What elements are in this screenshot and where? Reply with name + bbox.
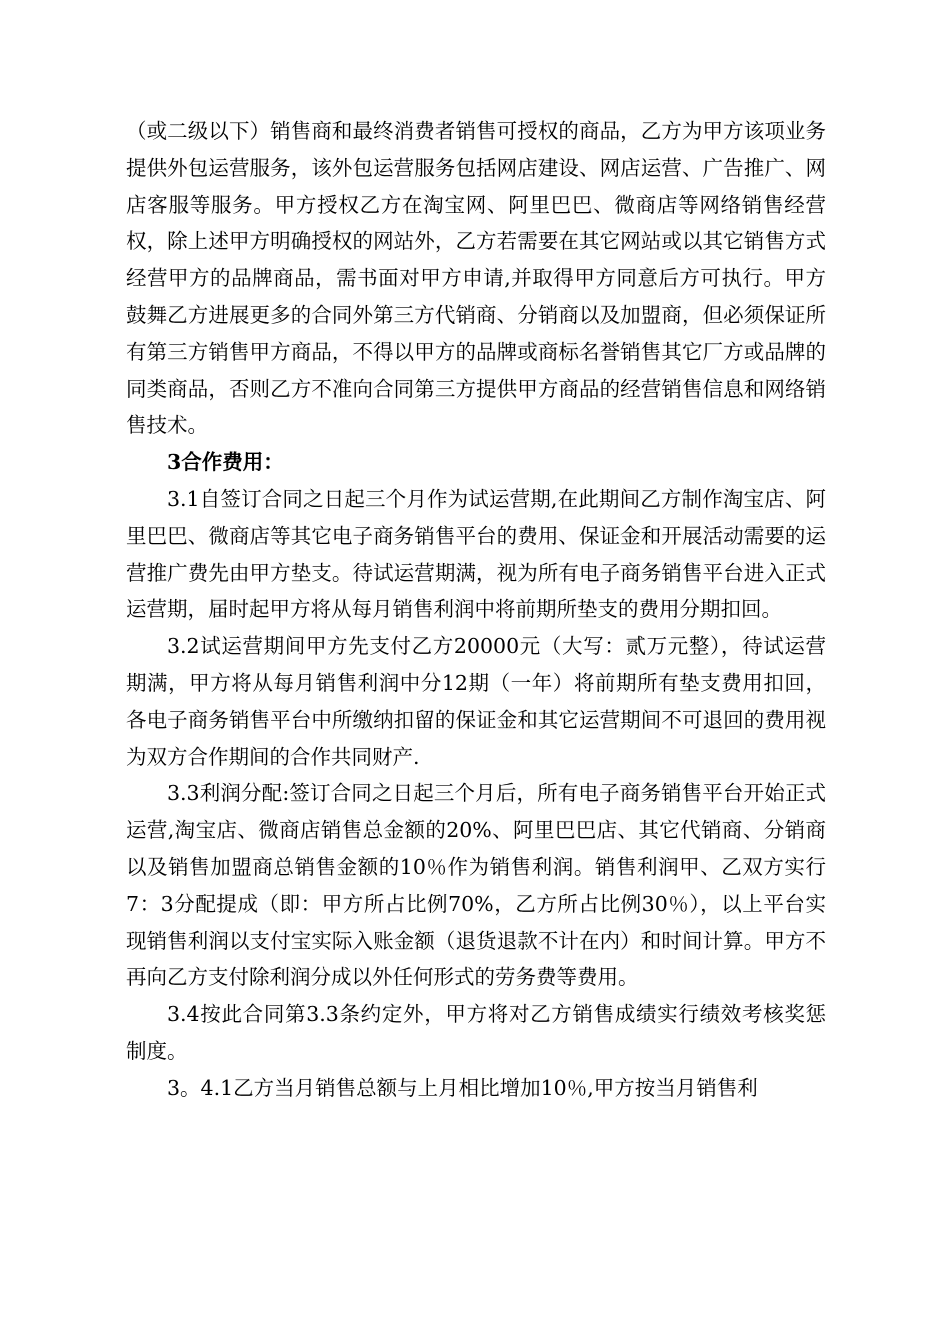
clause-3-1: 3.1自签订合同之日起三个月作为试运营期,在此期间乙方制作淘宝店、阿里巴巴、微商店等其它电子商务销售平台的费用、保证金和开展活动需要的运营推广费先由甲方垫支。待试运营期满，视为所有电子商务销售平台进入正式运营期，届时起甲方将从每月销售利润中将前期所垫支的费用分期扣回。 — [126, 486, 826, 622]
clause-3-3: 3.3利润分配:签订合同之日起三个月后，所有电子商务销售平台开始正式运营,淘宝店、微商店销售总金额的20%、阿里巴巴店、其它代销商、分销商以及销售加盟商总销售金额的10％作为销售利润。销售利润甲、乙双方实行7：3分配提成（即：甲方所占比例70%，乙方所占比例30％），以上平台实现销售利润以支付宝实际入账金额（退货退款不计在内）和时间计算。甲方不再向乙方支付除利润分成以外任何形式的劳务费等费用。 — [126, 781, 826, 990]
clause-3-2: 3.2试运营期间甲方先支付乙方20000元（大写：贰万元整），待试运营期满，甲方将从每月销售利润中分12期（一年）将前期所有垫支费用扣回，各电子商务销售平台中所缴纳扣留的保证金和其它运营期间不可退回的费用视为双方合作期间的合作共同财产. — [126, 634, 826, 769]
paragraph-intro: （或二级以下）销售商和最终消费者销售可授权的商品，乙方为甲方该项业务提供外包运营服务，该外包运营服务包括网店建设、网店运营、广告推广、网店客服等服务。甲方授权乙方在淘宝网、阿里巴巴、微商店等网络销售经营权，除上述甲方明确授权的网站外，乙方若需要在其它网站或以其它销售方式经营甲方的品牌商品，需书面对甲方申请,并取得甲方同意后方可执行。甲方鼓舞乙方进展更多的合同外第三方代销商、分销商以及加盟商，但必须保证所有第三方销售甲方商品，不得以甲方的品牌或商标名誉销售其它厂方或品牌的同类商品，否则乙方不准向合同第三方提供甲方商品的经营销售信息和网络销售技术。 — [126, 119, 826, 438]
section-heading-cooperation-fees: 3合作费用： — [167, 450, 284, 475]
clause-3-4: 3.4按此合同第3.3条约定外，甲方将对乙方销售成绩实行绩效考核奖惩制度。 — [126, 1002, 826, 1063]
clause-3-4-1: 3。4.1乙方当月销售总额与上月相比增加10％,甲方按当月销售利 — [167, 1075, 758, 1100]
document-page — [126, 113, 826, 1107]
